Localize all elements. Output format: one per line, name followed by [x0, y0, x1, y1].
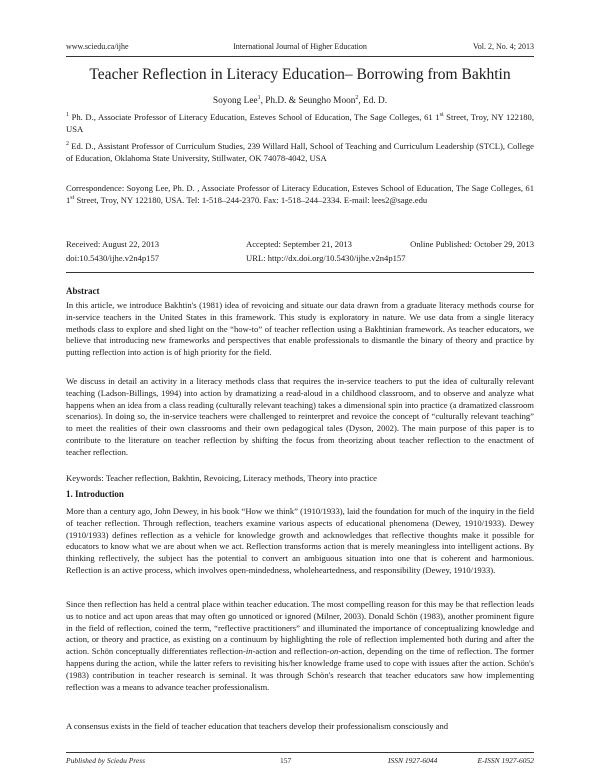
affiliation-2: [66, 141, 534, 165]
intro-on-italic: on: [329, 646, 339, 657]
author-2: Seungho Moon: [298, 96, 356, 106]
dates-row-1: [66, 239, 534, 251]
author-1-degree: , Ph.D. &: [260, 96, 299, 106]
page-footer: [66, 756, 534, 768]
correspondence: [66, 183, 534, 207]
author-line: [40, 96, 560, 106]
journal-url[interactable]: www.sciedu.ca/ijhe: [66, 42, 129, 51]
correspondence-text-end: Street, Troy, NY 122180, USA. Tel: 1-518–244-2370. Fax: 1-518–244–2334. E-mail: lees2@sage.edu: [74, 194, 428, 205]
affiliation-2-sup: 2: [66, 141, 69, 148]
header-rule: [66, 56, 534, 57]
footer-rule: [66, 752, 534, 753]
intro-paragraph-3: A consensus exists in the field of teacher education that teachers develop their professionalism consciously and: [66, 721, 449, 731]
affiliation-1-ordinal: st: [439, 112, 444, 119]
intro-paragraph-1: More than a century ago, John Dewey, in his book “How we think” (1910/1933), laid the foundation for much of the inquiry in the field of teacher reflection. Through reflection, teachers examine various aspects of educational phenomena (Dewey, 1910/1933). Dewey (1910/1933) defines reflection as a vehicle for knowledge growth and acknowledges that reflective thoughts make it possible for educators to know what we are about when we act. Reflection transforms action that is merely meaningless into intelligent actions. By thinking reflectively, the subject has the potential to convert an ambiguous situation into one that is coherent and harmonious. Reflection is an active process, which involves open-mindedness, wholeheartedness, and responsibility (Dewey, 1910/1933).: [66, 506, 534, 575]
author-1: Soyong Lee: [212, 96, 258, 106]
dates-row-2: [66, 253, 534, 265]
intro-paragraph-2-text: Since then reflection has held a central place within teacher education. The most compelling reason for this may be that reflection leads us to notice and act upon areas that may often go unnoticed or ignored (Milner, 2003). Donald Schön (1983), another prominent figure in the field of reflection, coined the term, “reflective practitioners” and illuminated the importance of conceptualizing knowledge and action, or theory and practice, as existing on a continuum by highlighting the role of reflection implemented both during and after the action. Schön conceptually differentiates reflection-: [66, 599, 534, 657]
running-header: [66, 42, 534, 54]
dates-rule: [66, 272, 534, 273]
intro-paragraph-2: [66, 599, 534, 693]
accepted-date: Accepted: September 21, 2013: [246, 239, 352, 249]
correspondence-text: Correspondence: Soyong Lee, Ph. D. , Associate Professor of Literacy Education, Esteves School of Education, The Sage Colleges, 61 1: [66, 183, 534, 205]
affiliation-1-sup: 1: [66, 112, 69, 119]
correspondence-ordinal: st: [70, 194, 75, 201]
intro-paragraph-2-end: -action, depending on the time of reflection. The former happens during the action, while the latter refers to revisiting his/her knowledge frame used to cope with issues after the action. Schön's (1983) contribution in teacher research is seminal. It was through Schön's research that teacher educators saw how implementing reflection was a means to advance teacher professionalism.: [66, 646, 534, 692]
keywords-label: Keywords:: [66, 473, 106, 483]
publisher: Published by Sciedu Press: [66, 756, 146, 765]
page-number: 157: [280, 756, 292, 765]
author-2-degree: , Ed. D.: [358, 96, 388, 106]
author-1-sup: 1: [257, 94, 261, 101]
affiliation-1-text-end: Street, Troy, NY 122180, USA: [66, 112, 534, 134]
received-date: Received: August 22, 2013: [66, 239, 160, 249]
affiliation-2-text: Ed. D., Assistant Professor of Curriculum Studies, 239 Willard Hall, School of Teaching and Curriculum Leadership (STCL), College of Education, Oklahoma State University, Stillwater, OK 74078-4042, USA: [66, 141, 534, 163]
eissn: E-ISSN 1927-6052: [477, 756, 534, 765]
keywords-text: Teacher reflection, Bakhtin, Revoicing, Literacy methods, Theory into practice: [105, 473, 377, 483]
abstract-paragraph-1: In this article, we introduce Bakhtin's (1981) idea of revoicing and situate our data drawn from a graduate literacy methods course for in-service teachers in the United States in this framework. This study is exploratory in nature. We use data from a single literacy methods class to explore and shed light on the “how-to” of teacher reflection using a Bakhtinian framework. As teacher educators, we believe that introducing new frameworks and perspectives that enable professionals to dismantle the binary of theory and practice by putting reflection into action is of high priority for the field.: [66, 300, 534, 358]
issn: ISSN 1927-6044: [388, 756, 438, 765]
article-url[interactable]: URL: http://dx.doi.org/10.5430/ijhe.v2n4p157: [246, 253, 406, 263]
abstract-heading: Abstract: [66, 286, 100, 296]
author-2-sup: 2: [355, 94, 359, 101]
volume-info: Vol. 2, No. 4; 2013: [473, 42, 534, 51]
paper-title: Teacher Reflection in Literacy Education– Borrowing from Bakhtin: [89, 66, 511, 83]
doi[interactable]: doi:10.5430/ijhe.v2n4p157: [66, 253, 160, 263]
abstract-paragraph-2: We discuss in detail an activity in a literacy methods class that requires the in-service teachers to put the idea of culturally relevant teaching (Ladson-Billings, 1994) into action by dramatizing a read-aloud in a childhood classroom, and to observe and analyze what happens when an idea from a class reading (culturally relevant teaching) takes a dimensional spin into practice (a dramatized classroom scenarios). In doing so, the in-service teachers were challenged to reinterpret and revoice the concept of “culturally relevant teaching” to meet the realities of their own classrooms and their own pedagogical tales (Dyson, 2002). The main purpose of this paper is to contribute to the literature on teacher reflection by shifting the focus from theorizing about teacher reflection to the enactment of teacher reflection.: [66, 376, 534, 457]
keywords: [66, 473, 534, 485]
journal-name: International Journal of Higher Education: [233, 42, 367, 51]
section-heading-introduction: 1. Introduction: [66, 489, 124, 499]
affiliation-1: [66, 112, 534, 136]
intro-in-italic: in: [245, 646, 253, 657]
affiliation-1-text: Ph. D., Associate Professor of Literacy Education, Esteves School of Education, The Sage Colleges, 61 1: [69, 112, 440, 122]
intro-paragraph-2-mid: -action and reflection-: [252, 646, 330, 657]
published-date: Online Published: October 29, 2013: [410, 239, 534, 249]
